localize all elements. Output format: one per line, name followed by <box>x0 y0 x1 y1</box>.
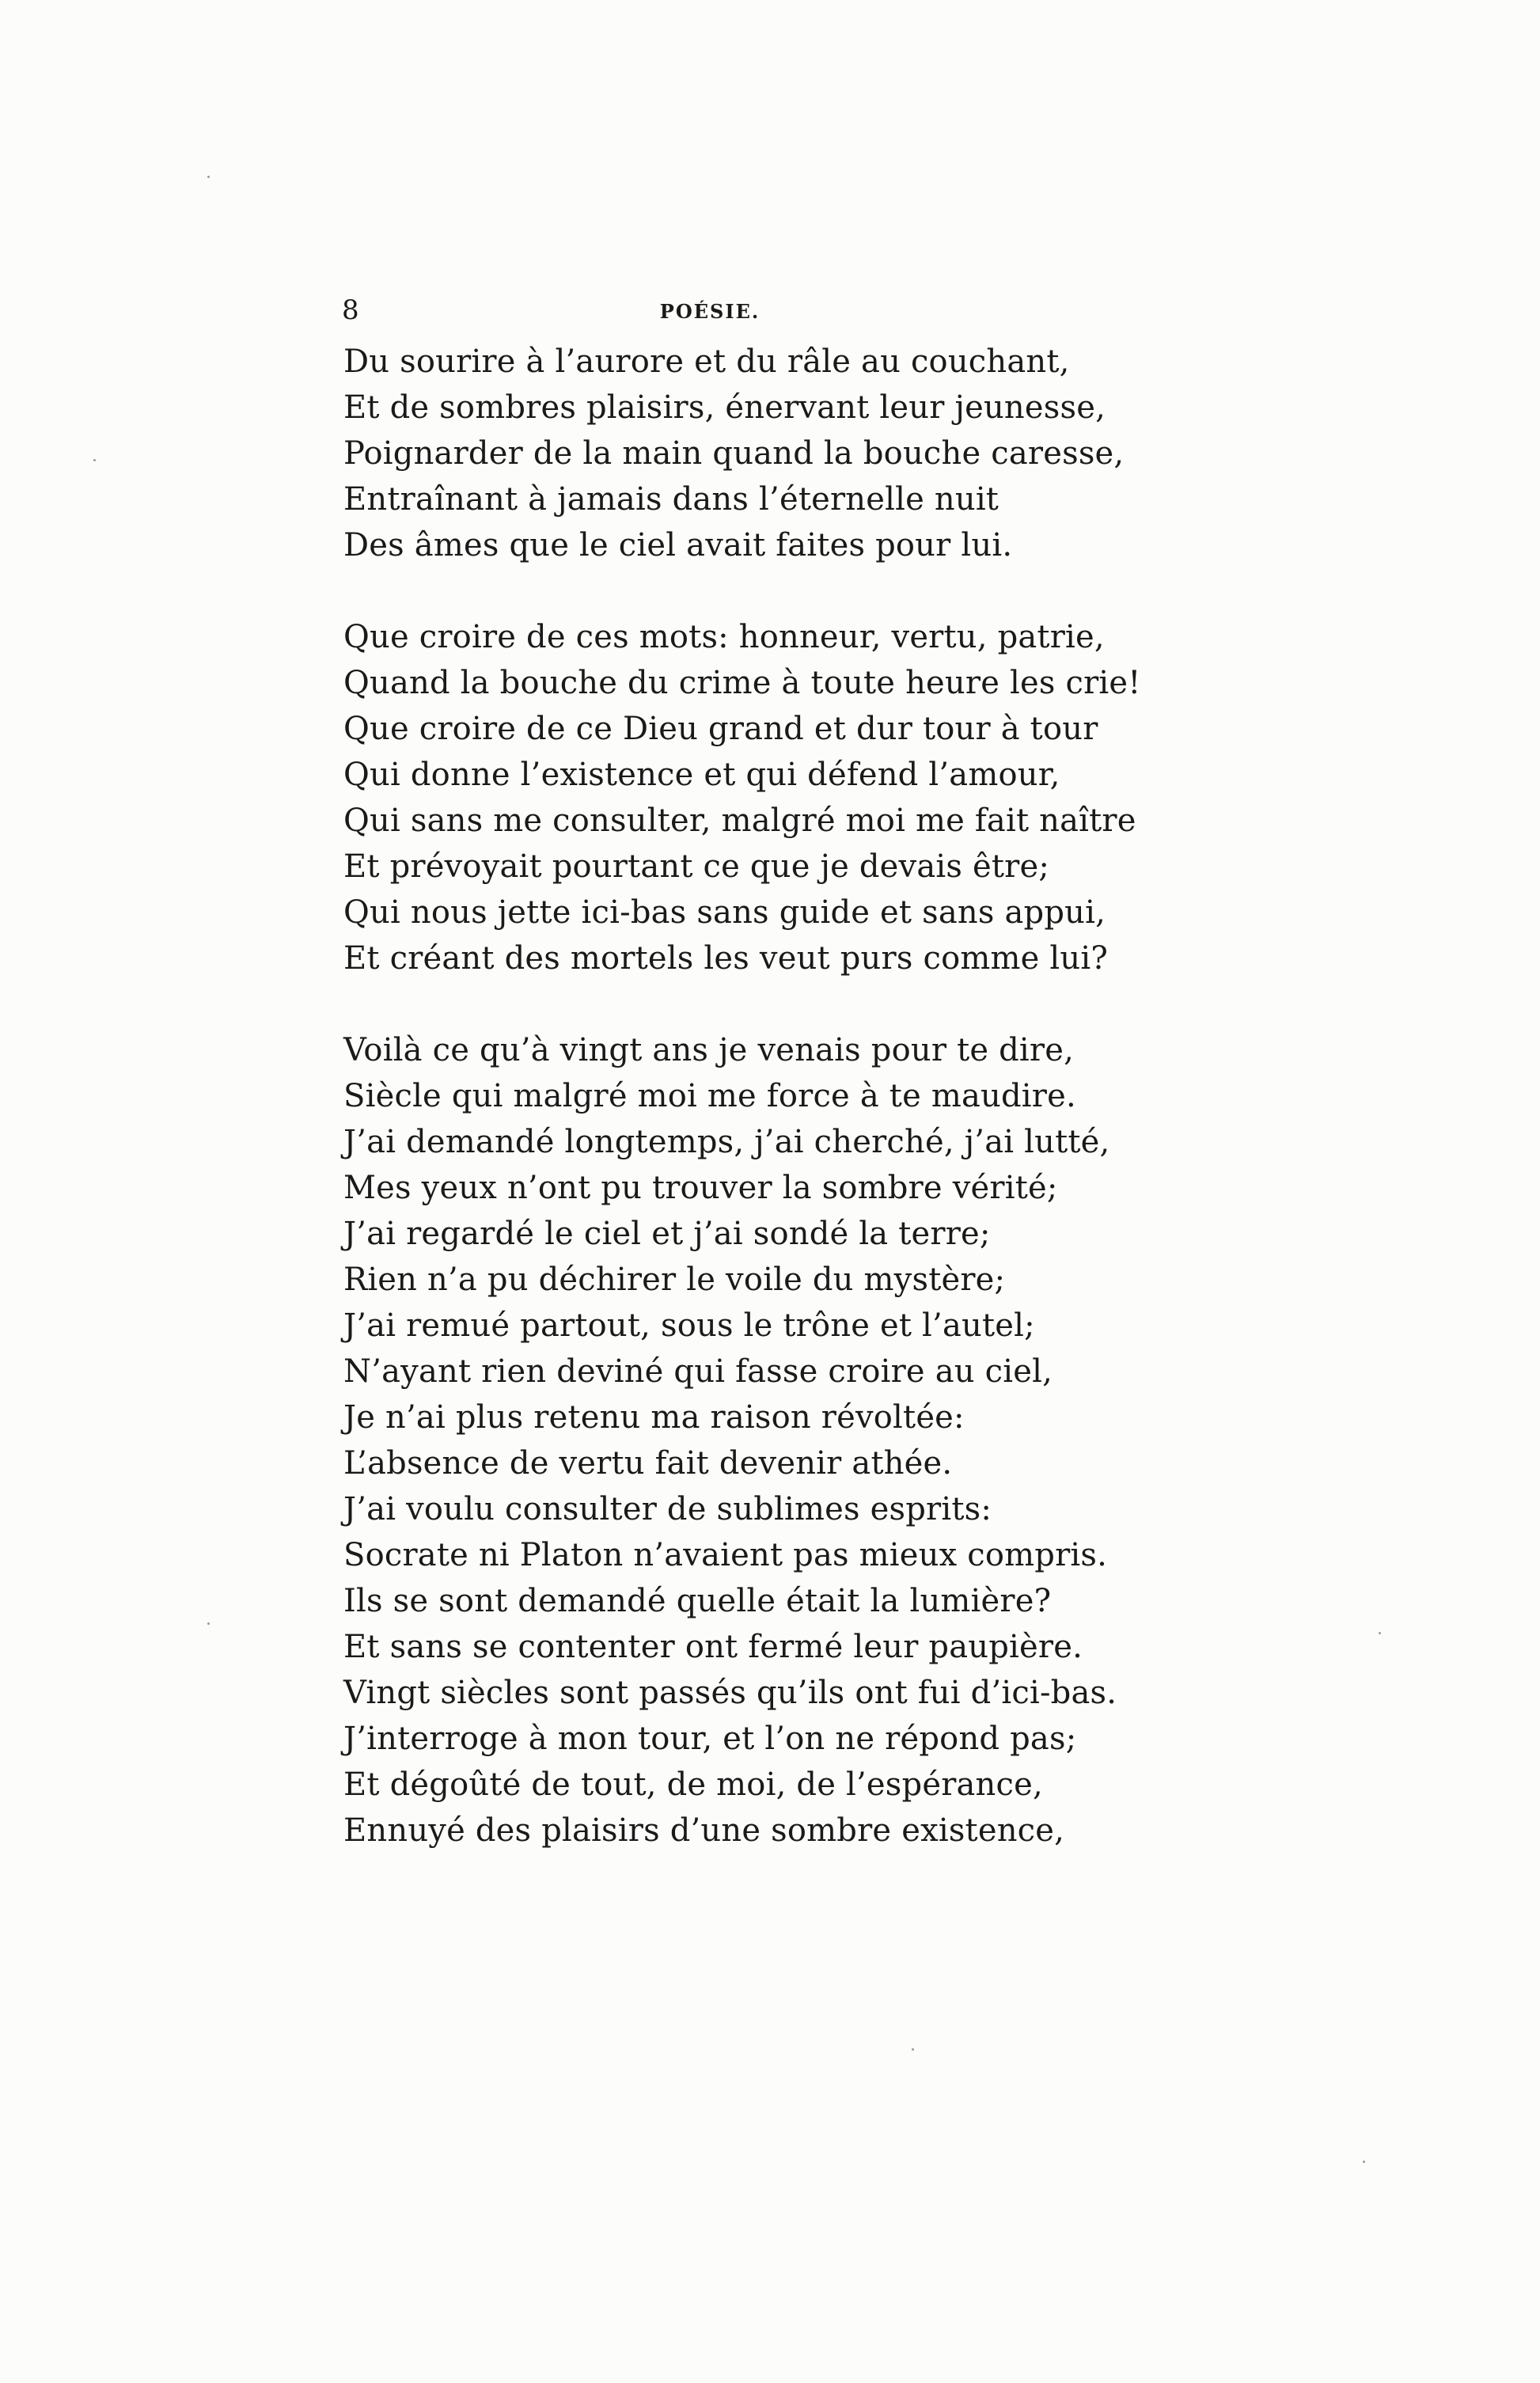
verse-line: J’ai remué partout, sous le trône et l’autel; <box>343 1307 1035 1344</box>
running-head <box>342 291 1094 329</box>
verse-line: Ils se sont demandé quelle était la lumière? <box>343 1583 1052 1619</box>
verse-line: Des âmes que le ciel avait faites pour lui. <box>343 527 1013 563</box>
verse-line: Et créant des mortels les veut purs comme lui? <box>343 940 1108 977</box>
verse-line: Poignarder de la main quand la bouche caresse, <box>343 435 1125 472</box>
verse-line: Qui donne l’existence et qui défend l’amour, <box>343 757 1060 793</box>
verse-line: Que croire de ce Dieu grand et dur tour à tour <box>343 711 1098 747</box>
paper-speck <box>1379 1632 1381 1634</box>
verse-line: Socrate ni Platon n’avaient pas mieux compris. <box>343 1537 1108 1573</box>
stanza-3 <box>343 1027 1214 1854</box>
verse-line: Rien n’a pu déchirer le voile du mystère; <box>343 1262 1006 1298</box>
verse-line: Qui nous jette ici-bas sans guide et sans appui, <box>343 894 1106 931</box>
verse-line: J’ai demandé longtemps, j’ai cherché, j’ai lutté, <box>343 1124 1110 1160</box>
verse-line: Et prévoyait pourtant ce que je devais être; <box>343 848 1050 885</box>
paper-speck <box>1363 2161 1365 2163</box>
paper-speck <box>207 1622 210 1625</box>
verse-line: J’interroge à mon tour, et l’on ne répond pas; <box>343 1721 1077 1757</box>
page-number: 8 <box>342 294 359 326</box>
verse-line: J’ai regardé le ciel et j’ai sondé la terre; <box>343 1216 991 1252</box>
verse-line: Vingt siècles sont passés qu’ils ont fui d’ici-bas. <box>343 1675 1117 1711</box>
verse-line: Entraînant à jamais dans l’éternelle nuit <box>343 481 999 518</box>
stanza-2 <box>343 614 1214 981</box>
verse-line: Voilà ce qu’à vingt ans je venais pour te dire, <box>343 1032 1075 1068</box>
paper-speck <box>207 176 210 178</box>
paper-speck <box>912 2048 914 2051</box>
stanza-1 <box>343 339 1214 568</box>
verse-line: Qui sans me consulter, malgré moi me fait naître <box>343 803 1136 839</box>
verse-line: L’absence de vertu fait devenir athée. <box>343 1445 953 1482</box>
verse-line: Je n’ai plus retenu ma raison révoltée: <box>343 1399 965 1436</box>
verse-line: Ennuyé des plaisirs d’une sombre existence, <box>343 1812 1065 1849</box>
paper-speck <box>93 459 96 461</box>
verse-line: Et sans se contenter ont fermé leur paupière. <box>343 1629 1083 1665</box>
verse-line: Siècle qui malgré moi me force à te maudire. <box>343 1078 1076 1114</box>
verse-line: Que croire de ces mots: honneur, vertu, patrie, <box>343 619 1105 655</box>
verse-line: Du sourire à l’aurore et du râle au couchant, <box>343 343 1070 380</box>
verse-line: Quand la bouche du crime à toute heure les crie! <box>343 665 1141 701</box>
verse-line: Et de sombres plaisirs, énervant leur jeunesse, <box>343 389 1106 426</box>
running-title: POÉSIE. <box>659 300 761 323</box>
verse-line: Et dégoûté de tout, de moi, de l’espérance, <box>343 1766 1043 1803</box>
poem-text <box>343 339 1214 1854</box>
verse-line: J’ai voulu consulter de sublimes esprits: <box>343 1491 992 1527</box>
verse-line: N’ayant rien deviné qui fasse croire au ciel, <box>343 1353 1053 1390</box>
verse-line: Mes yeux n’ont pu trouver la sombre vérité; <box>343 1170 1058 1206</box>
